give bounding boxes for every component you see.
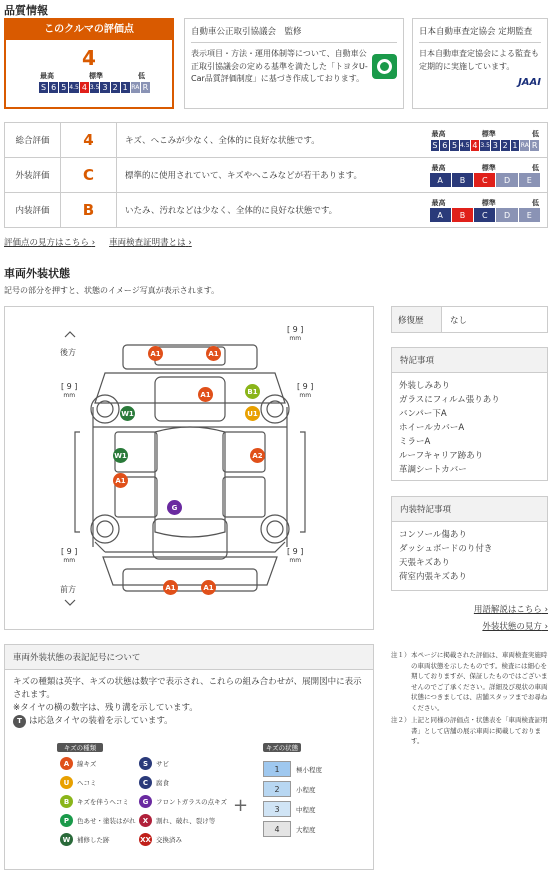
damage-type-icon: W	[60, 833, 73, 846]
damage-mark[interactable]: W1	[120, 406, 135, 421]
damage-type-legend-item	[60, 814, 136, 827]
damage-type-legend-item	[139, 757, 169, 770]
damage-type-legend-item	[60, 776, 97, 789]
footnotes	[391, 650, 548, 747]
rating-desc: キズ、へこみが少なく、全体的に良好な状態です。	[117, 123, 424, 158]
score-box	[4, 18, 174, 109]
high-label: 最高	[431, 129, 446, 138]
rating-label: 外装評価	[5, 158, 61, 193]
damage-mark[interactable]: A1	[206, 346, 221, 361]
damage-type-legend-item	[139, 814, 215, 827]
scale-cell: 2	[111, 82, 121, 93]
repair-label: 修復歴	[392, 307, 442, 333]
damage-type-icon: S	[139, 757, 152, 770]
overall-score: 4	[82, 46, 96, 70]
scale-cell: 6	[49, 82, 59, 93]
score-box-title: このクルマの評価点	[6, 20, 172, 40]
scale-cell: 4.5	[459, 141, 470, 149]
exterior-how-link[interactable]: 外装状態の見方 ›	[482, 622, 548, 632]
rating-label: 総合評価	[5, 123, 61, 158]
grade-cell: D	[496, 173, 518, 187]
jaai-box	[412, 18, 548, 109]
damage-mark[interactable]: A1	[113, 473, 128, 488]
damage-type-icon: B	[60, 795, 73, 808]
notation-panel	[4, 644, 374, 870]
rating-grade: C	[61, 158, 117, 193]
high-label: 最高	[40, 72, 54, 80]
note1-text: 本ページに掲載された評価は、車両検査実施時の車両状態を示したものです。検査には細心を期しておりますが、保証したものではございませんのでご了承ください。詳細及び現状の車両状態につきましては、店舗スタッフまでお尋ねください。	[411, 651, 548, 712]
scale-cell: 3.5	[89, 84, 100, 91]
damage-state-box: 4	[263, 821, 291, 837]
scale-cell: 6	[440, 140, 450, 151]
interior-notes-panel	[391, 496, 548, 591]
damage-type-label: 割れ、破れ、裂け等	[156, 817, 216, 825]
scale-cell: 4	[80, 82, 90, 93]
damage-state-box: 2	[263, 781, 291, 797]
rating-grade: B	[61, 193, 117, 228]
scale-cell: RA	[520, 141, 529, 149]
notation-line3: は応急タイヤの装着を示しています。	[29, 716, 173, 726]
grade-cell: B	[452, 173, 474, 187]
special-note-item: ホイールカバーA	[399, 423, 465, 433]
scale-cell: 5	[450, 140, 460, 151]
grade-cell: E	[519, 208, 541, 222]
states-title: キズの状態	[263, 743, 301, 752]
front-label: 前方	[60, 585, 76, 594]
damage-mark[interactable]: A1	[148, 346, 163, 361]
scale-cell: 2	[501, 140, 511, 151]
how-to-read-link[interactable]: 評価点の見方はこちら ›	[4, 238, 96, 248]
grade-cell: C	[474, 208, 496, 222]
car-diagram	[4, 306, 374, 630]
low-label: 低	[138, 72, 145, 80]
damage-type-icon: G	[139, 795, 152, 808]
rating-row-overall	[5, 123, 548, 158]
score-scale-bar	[38, 81, 152, 94]
low-label: 低	[532, 129, 539, 138]
damage-type-legend-item	[139, 795, 227, 808]
special-notes-title: 特記事項	[392, 348, 547, 373]
grade-cell: B	[452, 208, 474, 222]
supervision-box	[184, 18, 404, 109]
damage-state-box: 1	[263, 761, 291, 777]
fair-trade-logo	[372, 54, 397, 79]
inspection-cert-link[interactable]: 車両検査証明書とは ›	[109, 238, 192, 248]
damage-type-icon: XX	[139, 833, 152, 846]
rating-row-exterior	[5, 158, 548, 193]
chevron-right-icon: ›	[188, 238, 192, 248]
tire-depth-front-left: [ 9 ] mm	[61, 547, 78, 564]
spare-tire-icon: T	[13, 715, 26, 728]
scale-cell: 5	[59, 82, 69, 93]
interior-note-item: ダッシュボードのり付き	[399, 544, 493, 554]
scale-cell: 4	[471, 140, 481, 151]
grade-cell: E	[519, 173, 541, 187]
interior-note-item: 荷室内張キズあり	[399, 572, 467, 582]
grade-cell: A	[430, 173, 452, 187]
special-note-item: ミラーA	[399, 437, 431, 447]
damage-type-label: サビ	[156, 760, 169, 768]
damage-type-icon: A	[60, 757, 73, 770]
jaai-title: 日本自動車査定協会 定期監査	[419, 25, 541, 43]
std-label: 標準	[481, 129, 496, 138]
tire-depth-rear-right-2: [ 9 ] mm	[297, 382, 314, 399]
rear-label: 後方	[60, 348, 76, 357]
damage-type-label: へコミ	[77, 779, 97, 787]
notation-title: 車両外装状態の表記記号について	[5, 645, 373, 670]
interior-note-item: コンソール傷あり	[399, 530, 467, 540]
damage-mark[interactable]: A1	[163, 580, 178, 595]
std-label: 標準	[481, 199, 496, 207]
glossary-link[interactable]: 用語解説はこちら ›	[473, 605, 548, 615]
damage-type-legend-item	[139, 776, 169, 789]
damage-type-label: 交換済み	[156, 836, 182, 844]
damage-type-legend-item	[60, 833, 110, 846]
interior-note-item: 天張キズあり	[399, 558, 450, 568]
special-note-item: 革調シートカバー	[399, 465, 467, 475]
damage-type-label: 腐食	[156, 779, 169, 787]
low-label: 低	[532, 164, 539, 172]
damage-type-legend-item	[60, 757, 96, 770]
exterior-grade-bar	[430, 173, 542, 187]
damage-mark[interactable]: A2	[250, 448, 265, 463]
damage-mark[interactable]: W1	[113, 448, 128, 463]
note2-text: 上記と同様の評価点・状態表を「車両検査証明書」として店舗の展示車両に掲載しております。	[411, 716, 548, 745]
scale-cell: 4.5	[69, 84, 79, 91]
interior-notes-title: 内装特記事項	[392, 497, 547, 522]
grade-cell: C	[474, 173, 496, 187]
damage-state-legend-item	[263, 821, 316, 837]
scale-cell: 3.5	[480, 141, 490, 149]
damage-type-legend-item	[139, 833, 182, 846]
rating-grade: 4	[61, 123, 117, 158]
rating-desc: いたみ、汚れなどは少なく、全体的に良好な状態です。	[117, 193, 424, 228]
rating-row-interior	[5, 193, 548, 228]
damage-mark[interactable]: B1	[245, 384, 260, 399]
score-scale-bar	[430, 139, 542, 152]
ratings-table	[4, 122, 548, 228]
damage-state-legend-item	[263, 761, 322, 777]
damage-type-label: キズを伴うへコミ	[77, 798, 129, 806]
damage-type-legend-item	[60, 795, 129, 808]
damage-state-box: 3	[263, 801, 291, 817]
notation-line1: キズの種類は英字、キズの状態は数字で表示され、これらの組み合わせが、展開図中に表示されます。	[13, 677, 362, 700]
note2-label: 注２）	[391, 716, 411, 724]
chevron-right-icon: ›	[91, 238, 96, 248]
damage-type-label: 線キズ	[77, 760, 97, 768]
interior-grade-bar	[430, 208, 542, 222]
jaai-logo: JAAI	[518, 77, 541, 88]
rating-desc: 標準的に使用されていて、キズやへこみなどが若干あります。	[117, 158, 424, 193]
repair-value: なし	[442, 307, 548, 333]
grade-cell: A	[430, 208, 452, 222]
supervision-title: 自動車公正取引協議会 監修	[191, 25, 397, 43]
notation-line2: ※タイヤの横の数字は、残り溝を示しています。	[13, 703, 198, 713]
special-note-item: バンパー下A	[399, 409, 447, 419]
damage-state-label: 大程度	[296, 825, 316, 834]
special-note-item: ルーフキャリア跡あり	[399, 451, 484, 461]
tire-depth-rear-right: [ 9 ] mm	[287, 325, 304, 342]
damage-type-icon: P	[60, 814, 73, 827]
std-label: 標準	[481, 164, 496, 172]
damage-mark[interactable]: A1	[201, 580, 216, 595]
grade-cell: D	[496, 208, 518, 222]
scale-cell: 3	[100, 82, 110, 93]
damage-state-legend-item	[263, 781, 316, 797]
damage-mark[interactable]: G	[167, 500, 182, 515]
special-notes-panel	[391, 347, 548, 481]
jaai-text: 日本自動車査定協会による監査も定期的に実施しています。	[419, 49, 539, 71]
supervision-text: 表示項目・方法・運用体制等について、自動車公正取引協議会の定める基準を満たした「トヨタU-Car品質評価制度」に基づき作成しております。	[191, 49, 368, 83]
tire-depth-front-right: [ 9 ] mm	[287, 547, 304, 564]
scale-cell: 1	[121, 82, 131, 93]
high-label: 最高	[431, 164, 446, 172]
scale-cell: R	[530, 140, 540, 151]
scale-cell: S	[431, 140, 441, 151]
scale-cell: 3	[491, 140, 501, 151]
damage-type-icon: U	[60, 776, 73, 789]
damage-type-label: 色あせ・塗装はがれ	[77, 817, 136, 825]
damage-type-label: フロントガラスの点キズ	[156, 798, 227, 806]
scale-cell: 1	[511, 140, 521, 151]
special-note-item: ガラスにフィルム張りあり	[399, 395, 500, 405]
repair-history	[391, 306, 548, 333]
rating-label: 内装評価	[5, 193, 61, 228]
damage-state-legend-item	[263, 801, 316, 817]
exterior-subtitle: 記号の部分を押すと、状態のイメージ写真が表示されます。	[4, 286, 220, 295]
note1-label: 注１）	[391, 651, 411, 659]
damage-type-icon: X	[139, 814, 152, 827]
low-label: 低	[532, 199, 539, 207]
special-note-item: 外装しみあり	[399, 381, 451, 391]
std-label: 標準	[89, 72, 103, 80]
scale-cell: R	[141, 82, 151, 93]
damage-mark[interactable]: A1	[198, 387, 213, 402]
types-title: キズの種類	[57, 743, 103, 752]
scale-cell: S	[39, 82, 49, 93]
exterior-title: 車両外装状態	[4, 267, 70, 280]
damage-mark[interactable]: U1	[245, 406, 260, 421]
scale-cell: RA	[131, 84, 140, 91]
damage-type-icon: C	[139, 776, 152, 789]
high-label: 最高	[431, 199, 446, 207]
tire-depth-rear-left: [ 9 ] mm	[61, 382, 78, 399]
page-title: 品質情報	[4, 4, 48, 17]
damage-state-label: 小程度	[296, 785, 316, 794]
damage-type-label: 補修した跡	[77, 836, 110, 844]
plus-icon: +	[233, 795, 249, 816]
damage-state-label: 極小程度	[296, 765, 322, 774]
damage-state-label: 中程度	[296, 805, 316, 814]
